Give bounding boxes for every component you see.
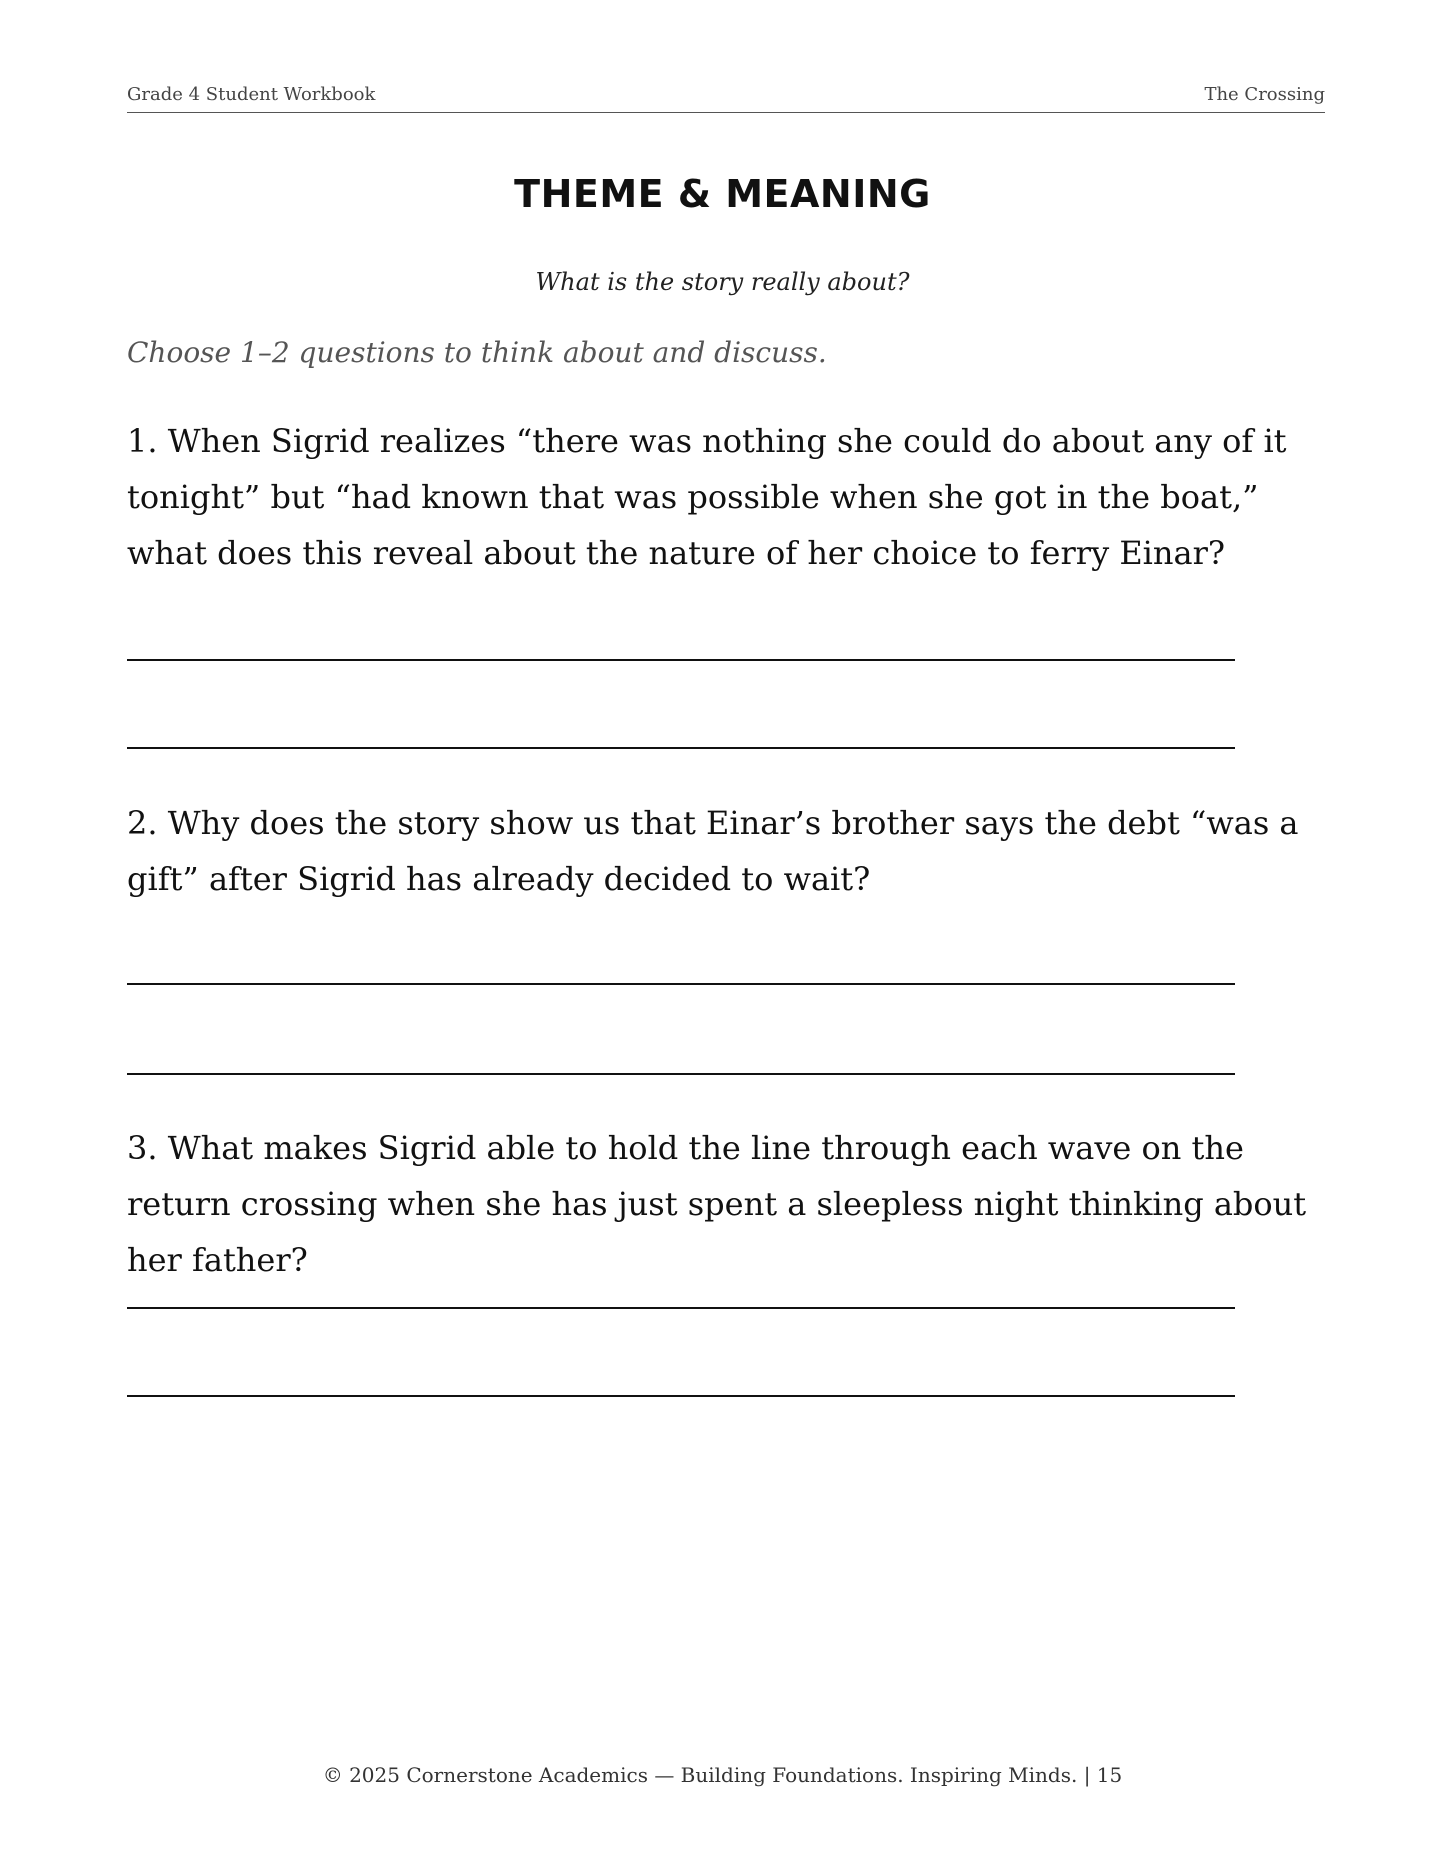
page-header bbox=[127, 84, 1325, 113]
answer-line[interactable] bbox=[127, 1073, 1235, 1075]
page-title: THEME & MEANING bbox=[514, 172, 931, 216]
answer-line[interactable] bbox=[127, 1307, 1235, 1309]
workbook-name: Grade 4 Student Workbook bbox=[127, 84, 376, 105]
answer-line[interactable] bbox=[127, 747, 1235, 749]
answer-line[interactable] bbox=[127, 983, 1235, 985]
question-3: 3. What makes Sigrid able to hold the line through each wave on the return crossing when she has just spent a sleepless night thinking about her father? bbox=[127, 1129, 1307, 1279]
story-title: The Crossing bbox=[1204, 84, 1325, 105]
instructions: Choose 1–2 questions to think about and discuss. bbox=[127, 336, 827, 369]
page-subtitle: What is the story really about? bbox=[535, 268, 910, 296]
answer-line[interactable] bbox=[127, 1395, 1235, 1397]
question-1: 1. When Sigrid realizes “there was nothing she could do about any of it tonight” but “had known that was possible when she got in the boat,” what does this reveal about the nature of her choice to ferry Einar? bbox=[127, 422, 1287, 572]
answer-line[interactable] bbox=[127, 659, 1235, 661]
page-footer: © 2025 Cornerstone Academics — Building Foundations. Inspiring Minds. | 15 bbox=[322, 1763, 1123, 1787]
question-2: 2. Why does the story show us that Einar’s brother says the debt “was a gift” after Sigrid has already decided to wait? bbox=[127, 804, 1299, 898]
